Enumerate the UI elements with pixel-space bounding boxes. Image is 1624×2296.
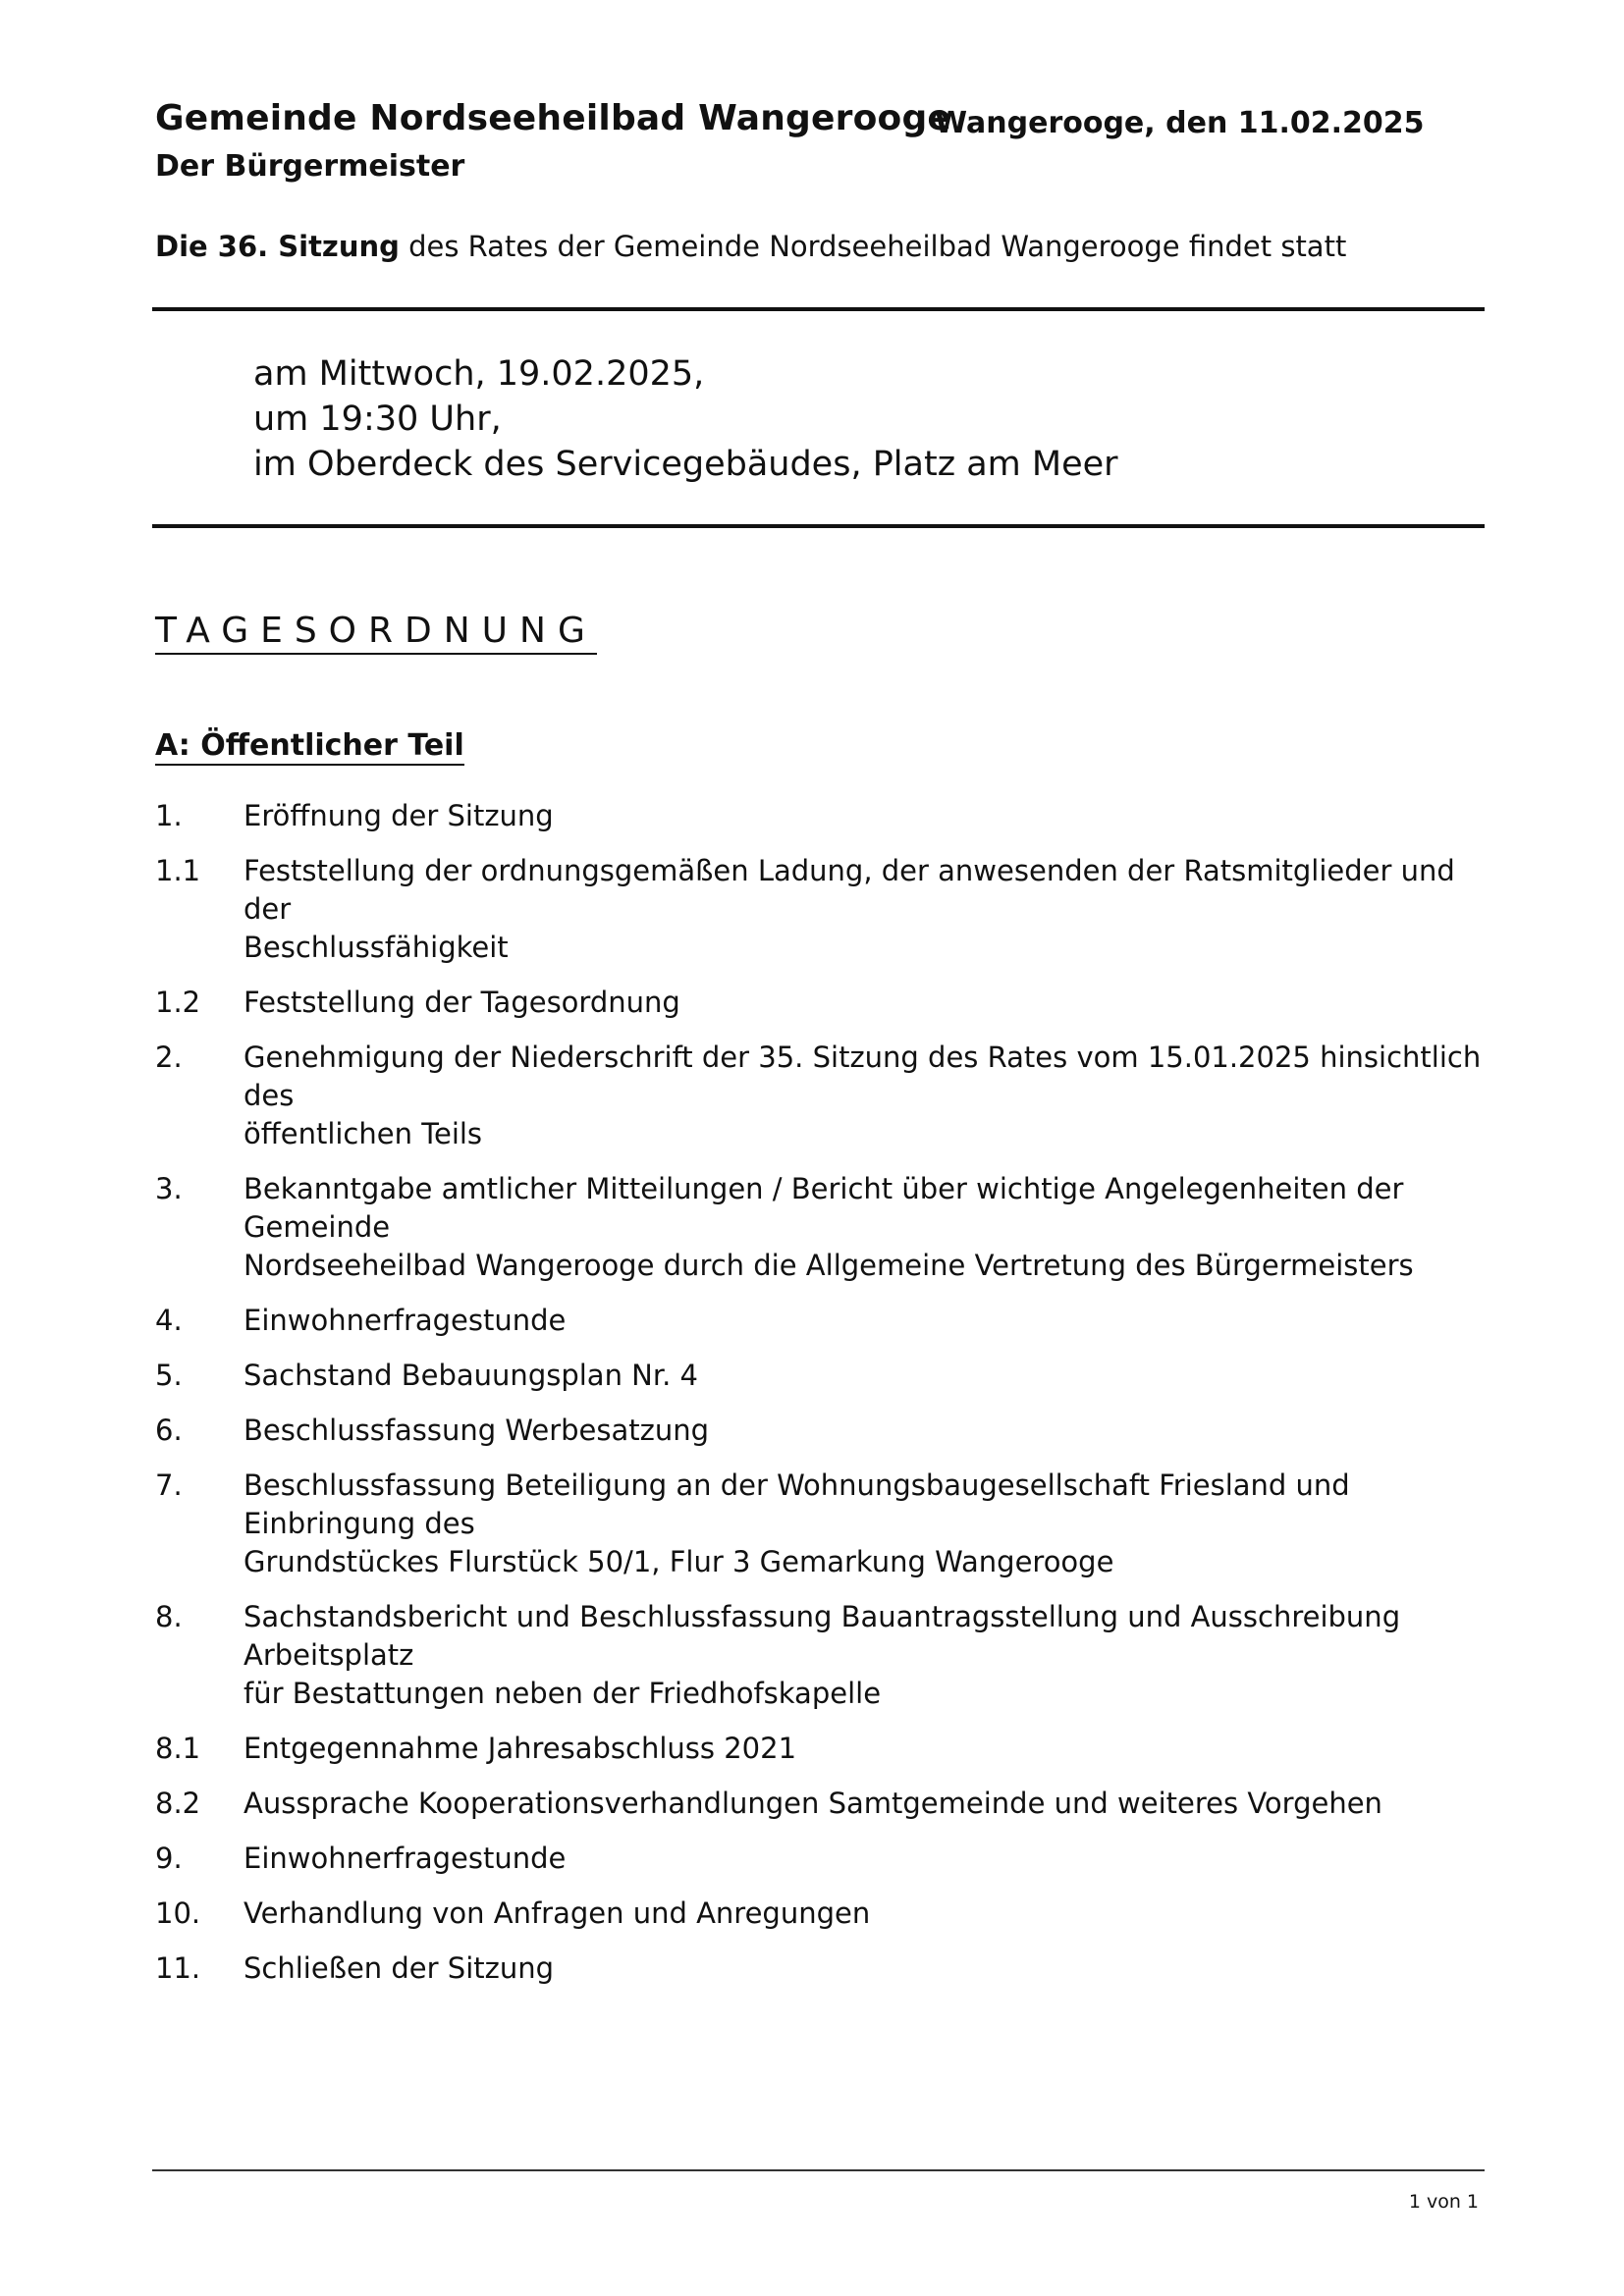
agenda-item-number: 8.1 <box>155 1732 201 1765</box>
agenda-item <box>155 1730 1490 1768</box>
place-and-date: Wangerooge, den 11.02.2025 <box>935 106 1425 140</box>
agenda-item-number: 9. <box>155 1842 183 1875</box>
agenda-item <box>155 984 1490 1022</box>
agenda-item-text: Bekanntgabe amtlicher Mitteilungen / Bericht über wichtige Angelegenheiten der Gemeinde Nordseeheilbad Wangerooge durch die Allgemeine Vertretung des Bürgermeisters <box>244 1172 1414 1282</box>
agenda-item-text: Sachstandsbericht und Beschlussfassung Bauantragsstellung und Ausschreibung Arbeitsplatz für Bestattungen neben der Friedhofskapelle <box>244 1600 1401 1710</box>
agenda-item-text: Genehmigung der Niederschrift der 35. Sitzung des Rates vom 15.01.2025 hinsichtlich des öffentlichen Teils <box>244 1041 1482 1150</box>
agenda-item <box>155 1302 1490 1340</box>
agenda-item <box>155 1598 1490 1713</box>
footer-divider <box>152 2169 1485 2171</box>
agenda-list <box>155 797 1490 2004</box>
intro-bold-prefix: Die 36. Sitzung <box>155 230 400 263</box>
agenda-item-text: Verhandlung von Anfragen und Anregungen <box>244 1896 871 1930</box>
agenda-item-number: 7. <box>155 1468 183 1502</box>
agenda-item-number: 3. <box>155 1172 183 1205</box>
page-number: 1 von 1 <box>1408 2191 1479 2213</box>
agenda-item-number: 2. <box>155 1041 183 1074</box>
bottom-divider <box>152 524 1485 528</box>
agenda-item-text: Eröffnung der Sitzung <box>244 799 554 832</box>
agenda-item-number: 1. <box>155 799 183 832</box>
agenda-item-number: 10. <box>155 1896 201 1930</box>
organization-name: Gemeinde Nordseeheilbad Wangerooge <box>155 98 952 138</box>
agenda-item-text: Entgegennahme Jahresabschluss 2021 <box>244 1732 797 1765</box>
top-divider <box>152 307 1485 311</box>
agenda-item <box>155 797 1490 835</box>
agenda-item <box>155 1467 1490 1581</box>
agenda-item-text: Aussprache Kooperationsverhandlungen Samtgemeinde und weiteres Vorgehen <box>244 1787 1382 1820</box>
meeting-time: um 19:30 Uhr, <box>253 400 502 439</box>
agenda-item-text: Einwohnerfragestunde <box>244 1842 567 1875</box>
agenda-item-number: 4. <box>155 1304 183 1337</box>
agenda-item <box>155 1840 1490 1878</box>
agenda-item <box>155 1039 1490 1153</box>
intro-rest: des Rates der Gemeinde Nordseeheilbad Wangerooge findet statt <box>399 230 1347 263</box>
agenda-item-number: 1.2 <box>155 986 201 1019</box>
agenda-item-text: Feststellung der ordnungsgemäßen Ladung, der anwesenden der Ratsmitglieder und der Beschlussfähigkeit <box>244 854 1455 964</box>
agenda-item <box>155 1949 1490 1988</box>
meeting-details <box>253 351 1118 487</box>
meeting-location: im Oberdeck des Servicegebäudes, Platz am Meer <box>253 445 1118 484</box>
section-title: A: Öffentlicher Teil <box>155 728 464 766</box>
agenda-item <box>155 852 1490 967</box>
organization-subtitle: Der Bürgermeister <box>155 149 465 184</box>
agenda-item-text: Sachstand Bebauungsplan Nr. 4 <box>244 1359 699 1392</box>
agenda-item-text: Feststellung der Tagesordnung <box>244 986 680 1019</box>
agenda-item-text: Beschlussfassung Beteiligung an der Wohnungsbaugesellschaft Friesland und Einbringung des Grundstückes Flurstück 50/1, Flur 3 Gemarkung Wangerooge <box>244 1468 1350 1578</box>
agenda-item-number: 8. <box>155 1600 183 1633</box>
agenda-item-number: 6. <box>155 1414 183 1447</box>
intro-sentence <box>155 230 1346 263</box>
agenda-item <box>155 1895 1490 1933</box>
agenda-item-number: 5. <box>155 1359 183 1392</box>
agenda-item <box>155 1412 1490 1450</box>
agenda-item-number: 8.2 <box>155 1787 201 1820</box>
agenda-title: TAGESORDNUNG <box>155 611 597 655</box>
agenda-item-text: Einwohnerfragestunde <box>244 1304 567 1337</box>
agenda-item-number: 11. <box>155 1951 201 1985</box>
agenda-item <box>155 1170 1490 1285</box>
meeting-date: am Mittwoch, 19.02.2025, <box>253 354 705 394</box>
agenda-item-text: Beschlussfassung Werbesatzung <box>244 1414 710 1447</box>
agenda-item-number: 1.1 <box>155 854 201 887</box>
agenda-item <box>155 1785 1490 1823</box>
agenda-item-text: Schließen der Sitzung <box>244 1951 555 1985</box>
agenda-item <box>155 1357 1490 1395</box>
